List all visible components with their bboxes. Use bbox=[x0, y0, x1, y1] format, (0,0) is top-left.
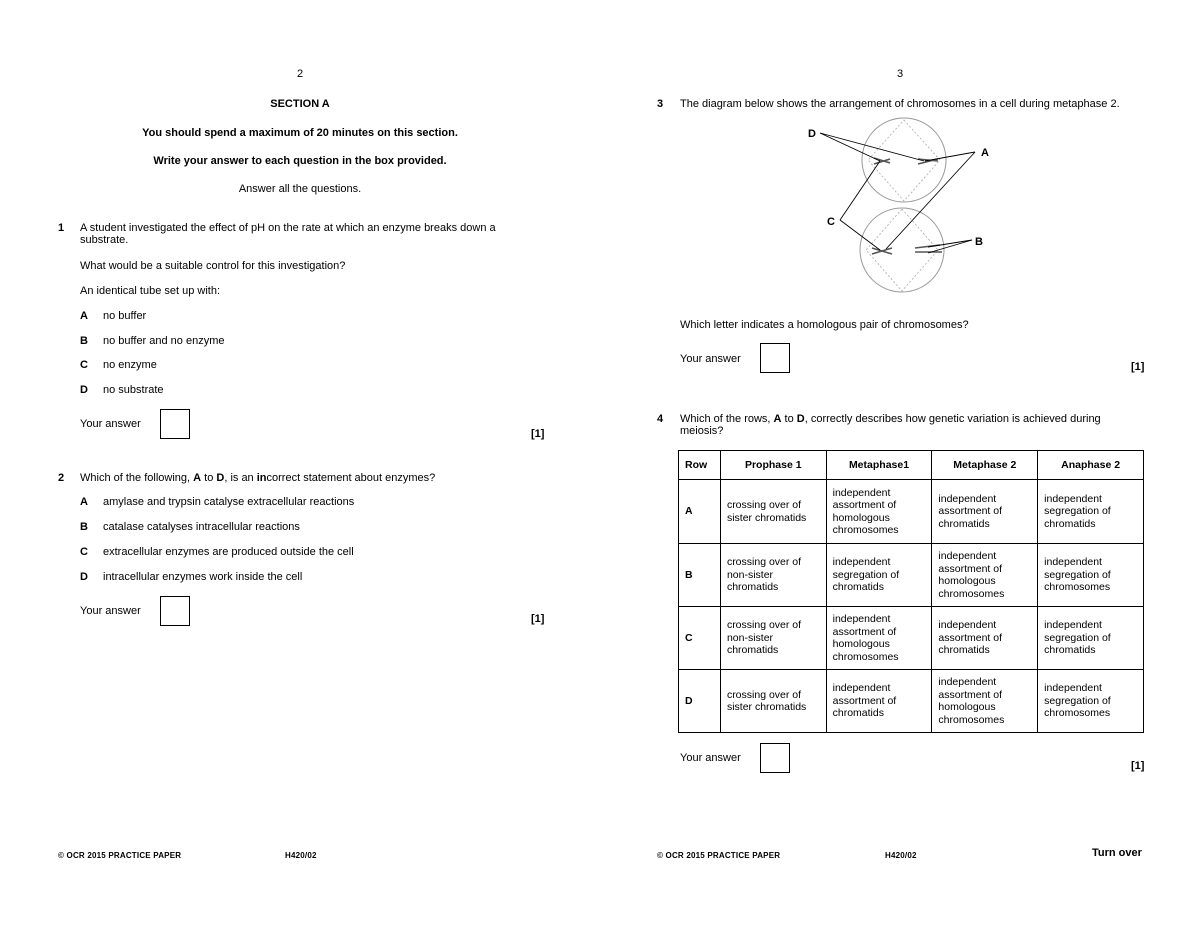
option-letter: D bbox=[80, 384, 88, 396]
table-cell: independent assortment of homologous chromosomes bbox=[826, 607, 932, 670]
stem-text: Which of the rows, bbox=[680, 413, 774, 425]
question-text: Which letter indicates a homologous pair of chromosomes? bbox=[680, 319, 969, 331]
table-cell: independent assortment of homologous chromosomes bbox=[826, 480, 932, 544]
turn-over: Turn over bbox=[1092, 847, 1142, 859]
table-cell: independent assortment of homologous chromosomes bbox=[932, 544, 1038, 607]
table-cell: independent segregation of chromosomes bbox=[1038, 544, 1144, 607]
row-label: C bbox=[679, 607, 721, 670]
option-d-text: no substrate bbox=[103, 384, 164, 396]
question-stem: A student investigated the effect of pH on the rate at which an enzyme breaks down a bbox=[80, 222, 496, 234]
stem-letter: D bbox=[796, 413, 805, 425]
answer-label: Your answer bbox=[80, 605, 141, 617]
header-prophase-1: Prophase 1 bbox=[720, 451, 826, 480]
table-cell: independent assortment of homologous chromosomes bbox=[932, 670, 1038, 733]
label-a: A bbox=[981, 147, 989, 159]
footer-paper-code: H420/02 bbox=[285, 851, 317, 860]
option-c bbox=[80, 546, 88, 558]
option-a bbox=[80, 496, 88, 508]
table-cell: independent assortment of chromatids bbox=[932, 607, 1038, 670]
table-row bbox=[679, 480, 1144, 544]
question-stem bbox=[80, 472, 435, 484]
header-anaphase-2: Anaphase 2 bbox=[1038, 451, 1144, 480]
option-c-text: no enzyme bbox=[103, 359, 157, 371]
question-number: 2 bbox=[58, 472, 65, 484]
stem-text: , correctly describes how genetic variation is achieved during bbox=[804, 413, 1101, 425]
option-letter: A bbox=[80, 496, 88, 508]
section-title: SECTION A bbox=[270, 98, 330, 110]
chromosome-lower-left bbox=[872, 248, 892, 254]
table-row bbox=[679, 670, 1144, 733]
stem-letter: A bbox=[773, 413, 782, 425]
question-number: 1 bbox=[58, 222, 65, 234]
stem-text: statement about enzymes? bbox=[300, 472, 436, 484]
table-cell: independent assortment of chromatids bbox=[826, 670, 932, 733]
answer-box-q2[interactable] bbox=[160, 596, 190, 626]
option-d-text: intracellular enzymes work inside the cell bbox=[103, 571, 303, 583]
label-lines bbox=[820, 133, 975, 253]
instruction-answer-all: Answer all the questions. bbox=[238, 183, 362, 195]
footer-copyright: © OCR 2015 PRACTICE PAPER bbox=[657, 851, 781, 860]
question-text: What would be a suitable control for this investigation? bbox=[80, 260, 346, 272]
label-c: C bbox=[827, 216, 835, 228]
question-stem: The diagram below shows the arrangement of chromosomes in a cell during metaphase 2. bbox=[680, 98, 1120, 110]
stem-text: to bbox=[781, 413, 797, 425]
option-c-text: extracellular enzymes are produced outside the cell bbox=[103, 546, 354, 558]
marks: [1] bbox=[531, 613, 545, 625]
label-b: B bbox=[975, 236, 983, 248]
metaphase-2-diagram bbox=[800, 115, 1000, 300]
option-b-text: catalase catalyses intracellular reactions bbox=[103, 521, 300, 533]
instruction-time: You should spend a maximum of 20 minutes on this section. bbox=[142, 127, 458, 139]
stem-text: correct bbox=[266, 472, 301, 484]
table-cell: crossing over of non-sister chromatids bbox=[720, 607, 826, 670]
stem-text: , is an bbox=[224, 472, 257, 484]
header-metaphase-2: Metaphase 2 bbox=[932, 451, 1038, 480]
stem-letter: A bbox=[193, 472, 202, 484]
answer-label: Your answer bbox=[680, 752, 741, 764]
option-b-text: no buffer and no enzyme bbox=[103, 335, 225, 347]
table-cell: independent segregation of chromatids bbox=[826, 544, 932, 607]
marks: [1] bbox=[1131, 361, 1145, 373]
table-row bbox=[679, 607, 1144, 670]
option-letter: A bbox=[80, 310, 88, 322]
question-stem-cont: substrate. bbox=[80, 234, 129, 246]
cell-lower bbox=[860, 208, 944, 292]
table-cell: crossing over of sister chromatids bbox=[720, 670, 826, 733]
row-label: A bbox=[679, 480, 721, 544]
option-letter: C bbox=[80, 546, 88, 558]
stem-letter: D bbox=[216, 472, 225, 484]
row-label: B bbox=[679, 544, 721, 607]
marks: [1] bbox=[531, 428, 545, 440]
question-stem-cont: meiosis? bbox=[680, 425, 724, 437]
header-metaphase-1: Metaphase1 bbox=[826, 451, 932, 480]
option-b bbox=[80, 521, 88, 533]
page-number-left: 2 bbox=[296, 68, 304, 80]
table-cell: crossing over of non-sister chromatids bbox=[720, 544, 826, 607]
marks: [1] bbox=[1131, 760, 1145, 772]
question-number: 4 bbox=[657, 413, 664, 425]
label-d: D bbox=[808, 128, 816, 140]
option-c bbox=[80, 359, 88, 371]
answer-box-q3[interactable] bbox=[760, 343, 790, 373]
footer-paper-code: H420/02 bbox=[885, 851, 917, 860]
question-lead: An identical tube set up with: bbox=[80, 285, 221, 297]
answer-label: Your answer bbox=[80, 418, 141, 430]
option-d bbox=[80, 384, 88, 396]
header-row: Row bbox=[679, 451, 721, 480]
instruction-box: Write your answer to each question in the box provided. bbox=[153, 155, 447, 167]
option-letter: D bbox=[80, 571, 88, 583]
table-header-row bbox=[679, 451, 1144, 480]
footer-copyright: © OCR 2015 PRACTICE PAPER bbox=[58, 851, 182, 860]
table-row bbox=[679, 544, 1144, 607]
question-number: 3 bbox=[657, 98, 664, 110]
row-label: D bbox=[679, 670, 721, 733]
option-a bbox=[80, 310, 88, 322]
table-cell: independent segregation of chromatids bbox=[1038, 480, 1144, 544]
page-number-right: 3 bbox=[896, 68, 904, 80]
table-cell: independent assortment of chromatids bbox=[932, 480, 1038, 544]
answer-box-q4[interactable] bbox=[760, 743, 790, 773]
option-a-text: amylase and trypsin catalyse extracellular reactions bbox=[103, 496, 355, 508]
option-letter: B bbox=[80, 521, 88, 533]
meiosis-table bbox=[678, 450, 1144, 733]
table-cell: crossing over of sister chromatids bbox=[720, 480, 826, 544]
stem-emphasis: in bbox=[256, 472, 267, 484]
option-d bbox=[80, 571, 88, 583]
answer-label: Your answer bbox=[680, 353, 741, 365]
table-cell: independent segregation of chromatids bbox=[1038, 607, 1144, 670]
stem-text: to bbox=[201, 472, 217, 484]
answer-box-q1[interactable] bbox=[160, 409, 190, 439]
option-letter: B bbox=[80, 335, 88, 347]
option-letter: C bbox=[80, 359, 88, 371]
chromosome-lower-right bbox=[915, 245, 942, 252]
stem-text: Which of the following, bbox=[80, 472, 194, 484]
question-stem bbox=[680, 413, 1101, 425]
option-a-text: no buffer bbox=[103, 310, 147, 322]
table-cell: independent segregation of chromosomes bbox=[1038, 670, 1144, 733]
option-b bbox=[80, 335, 88, 347]
